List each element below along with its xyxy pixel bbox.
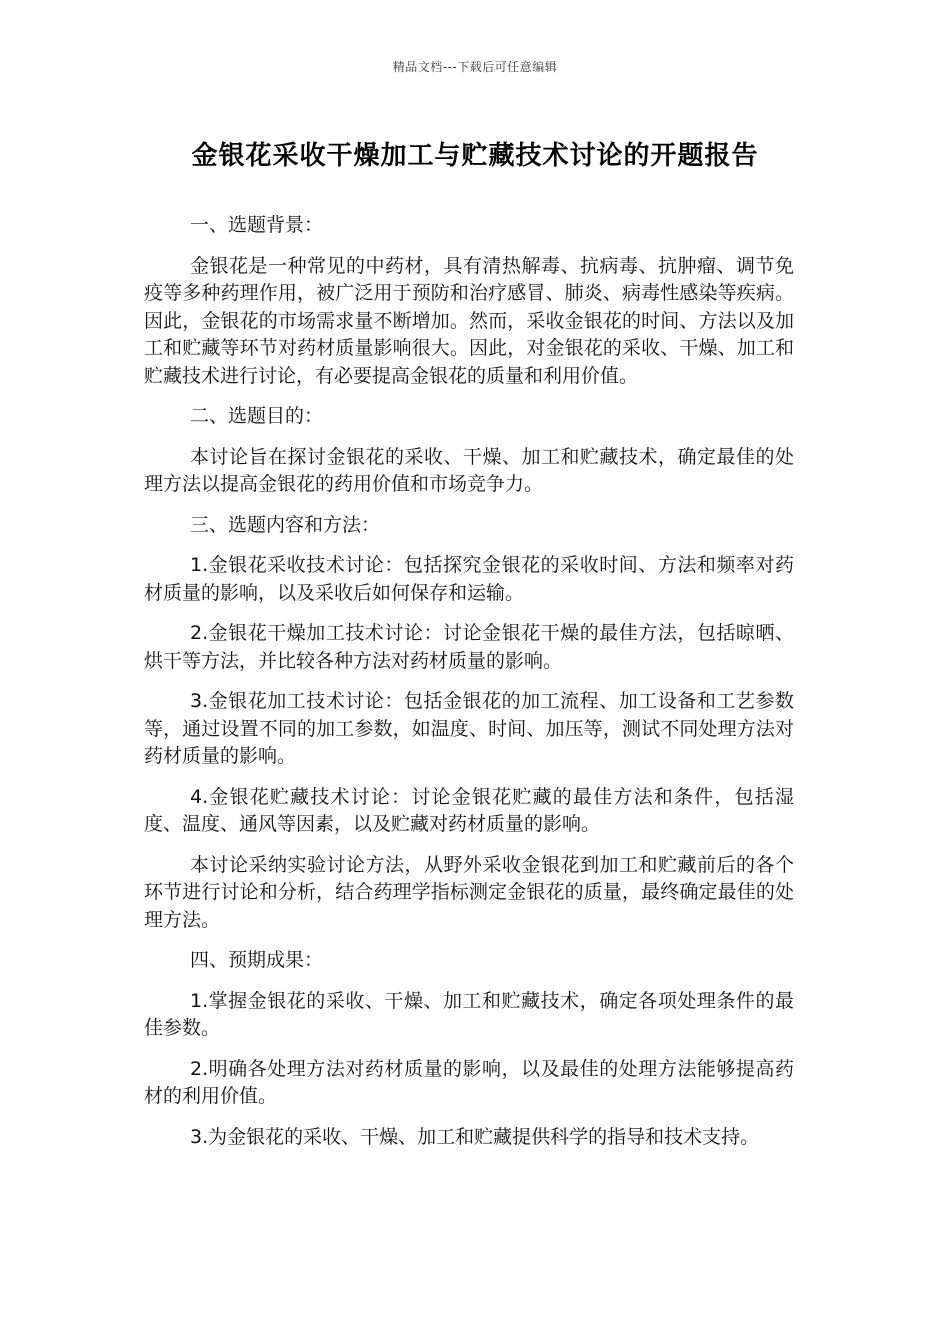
list-item-result-1: 1.掌握金银花的采收、干燥、加工和贮藏技术，确定各项处理条件的最佳参数。 — [144, 989, 794, 1039]
section-heading-content-methods: 三、选题内容和方法： — [190, 513, 381, 536]
list-item-result-3: 3.为金银花的采收、干燥、加工和贮藏提供科学的指导和技术支持。 — [190, 1125, 760, 1148]
section-heading-background: 一、选题背景： — [190, 214, 324, 236]
list-item-drying: 2.金银花干燥加工技术讨论：讨论金银花干燥的最佳方法，包括晾晒、烘干等方法，并比较各种方法对药材质量的影响。 — [144, 622, 794, 672]
header-note: 精品文档---下载后可任意编辑 — [392, 60, 558, 74]
section-heading-expected-results: 四、预期成果： — [190, 949, 324, 971]
document-title: 金银花采收干燥加工与贮藏技术讨论的开题报告 — [191, 141, 759, 171]
document-body — [144, 212, 794, 1164]
list-item-harvest: 1.金银花采收技术讨论：包括探究金银花的采收时间、方法和频率对药材质量的影响，以及采收后如何保存和运输。 — [144, 554, 794, 604]
paragraph-purpose: 本讨论旨在探讨金银花的采收、干燥、加工和贮藏技术，确定最佳的处理方法以提高金银花的药用价值和市场竞争力。 — [144, 445, 794, 495]
paragraph-background: 金银花是一种常见的中药材，具有清热解毒、抗病毒、抗肿瘤、调节免疫等多种药理作用，被广泛用于预防和治疗感冒、肺炎、病毒性感染等疾病。因此，金银花的市场需求量不断增加。然而，采收金银花的时间、方法以及加工和贮藏等环节对药材质量影响很大。因此，对金银花的采收、干燥、加工和贮藏技术进行讨论，有必要提高金银花的质量和利用价值。 — [144, 254, 794, 387]
list-item-processing: 3.金银花加工技术讨论：包括金银花的加工流程、加工设备和工艺参数等，通过设置不同的加工参数，如温度、时间、加压等，测试不同处理方法对药材质量的影响。 — [144, 690, 794, 767]
list-item-storage: 4.金银花贮藏技术讨论：讨论金银花贮藏的最佳方法和条件，包括湿度、温度、通风等因素，以及贮藏对药材质量的影响。 — [144, 785, 794, 835]
list-item-result-2: 2.明确各处理方法对药材质量的影响，以及最佳的处理方法能够提高药材的利用价值。 — [144, 1057, 794, 1107]
section-heading-purpose: 二、选题目的： — [190, 405, 324, 427]
paragraph-methods: 本讨论采纳实验讨论方法，从野外采收金银花到加工和贮藏前后的各个环节进行讨论和分析，结合药理学指标测定金银花的质量，最终确定最佳的处理方法。 — [144, 853, 794, 931]
